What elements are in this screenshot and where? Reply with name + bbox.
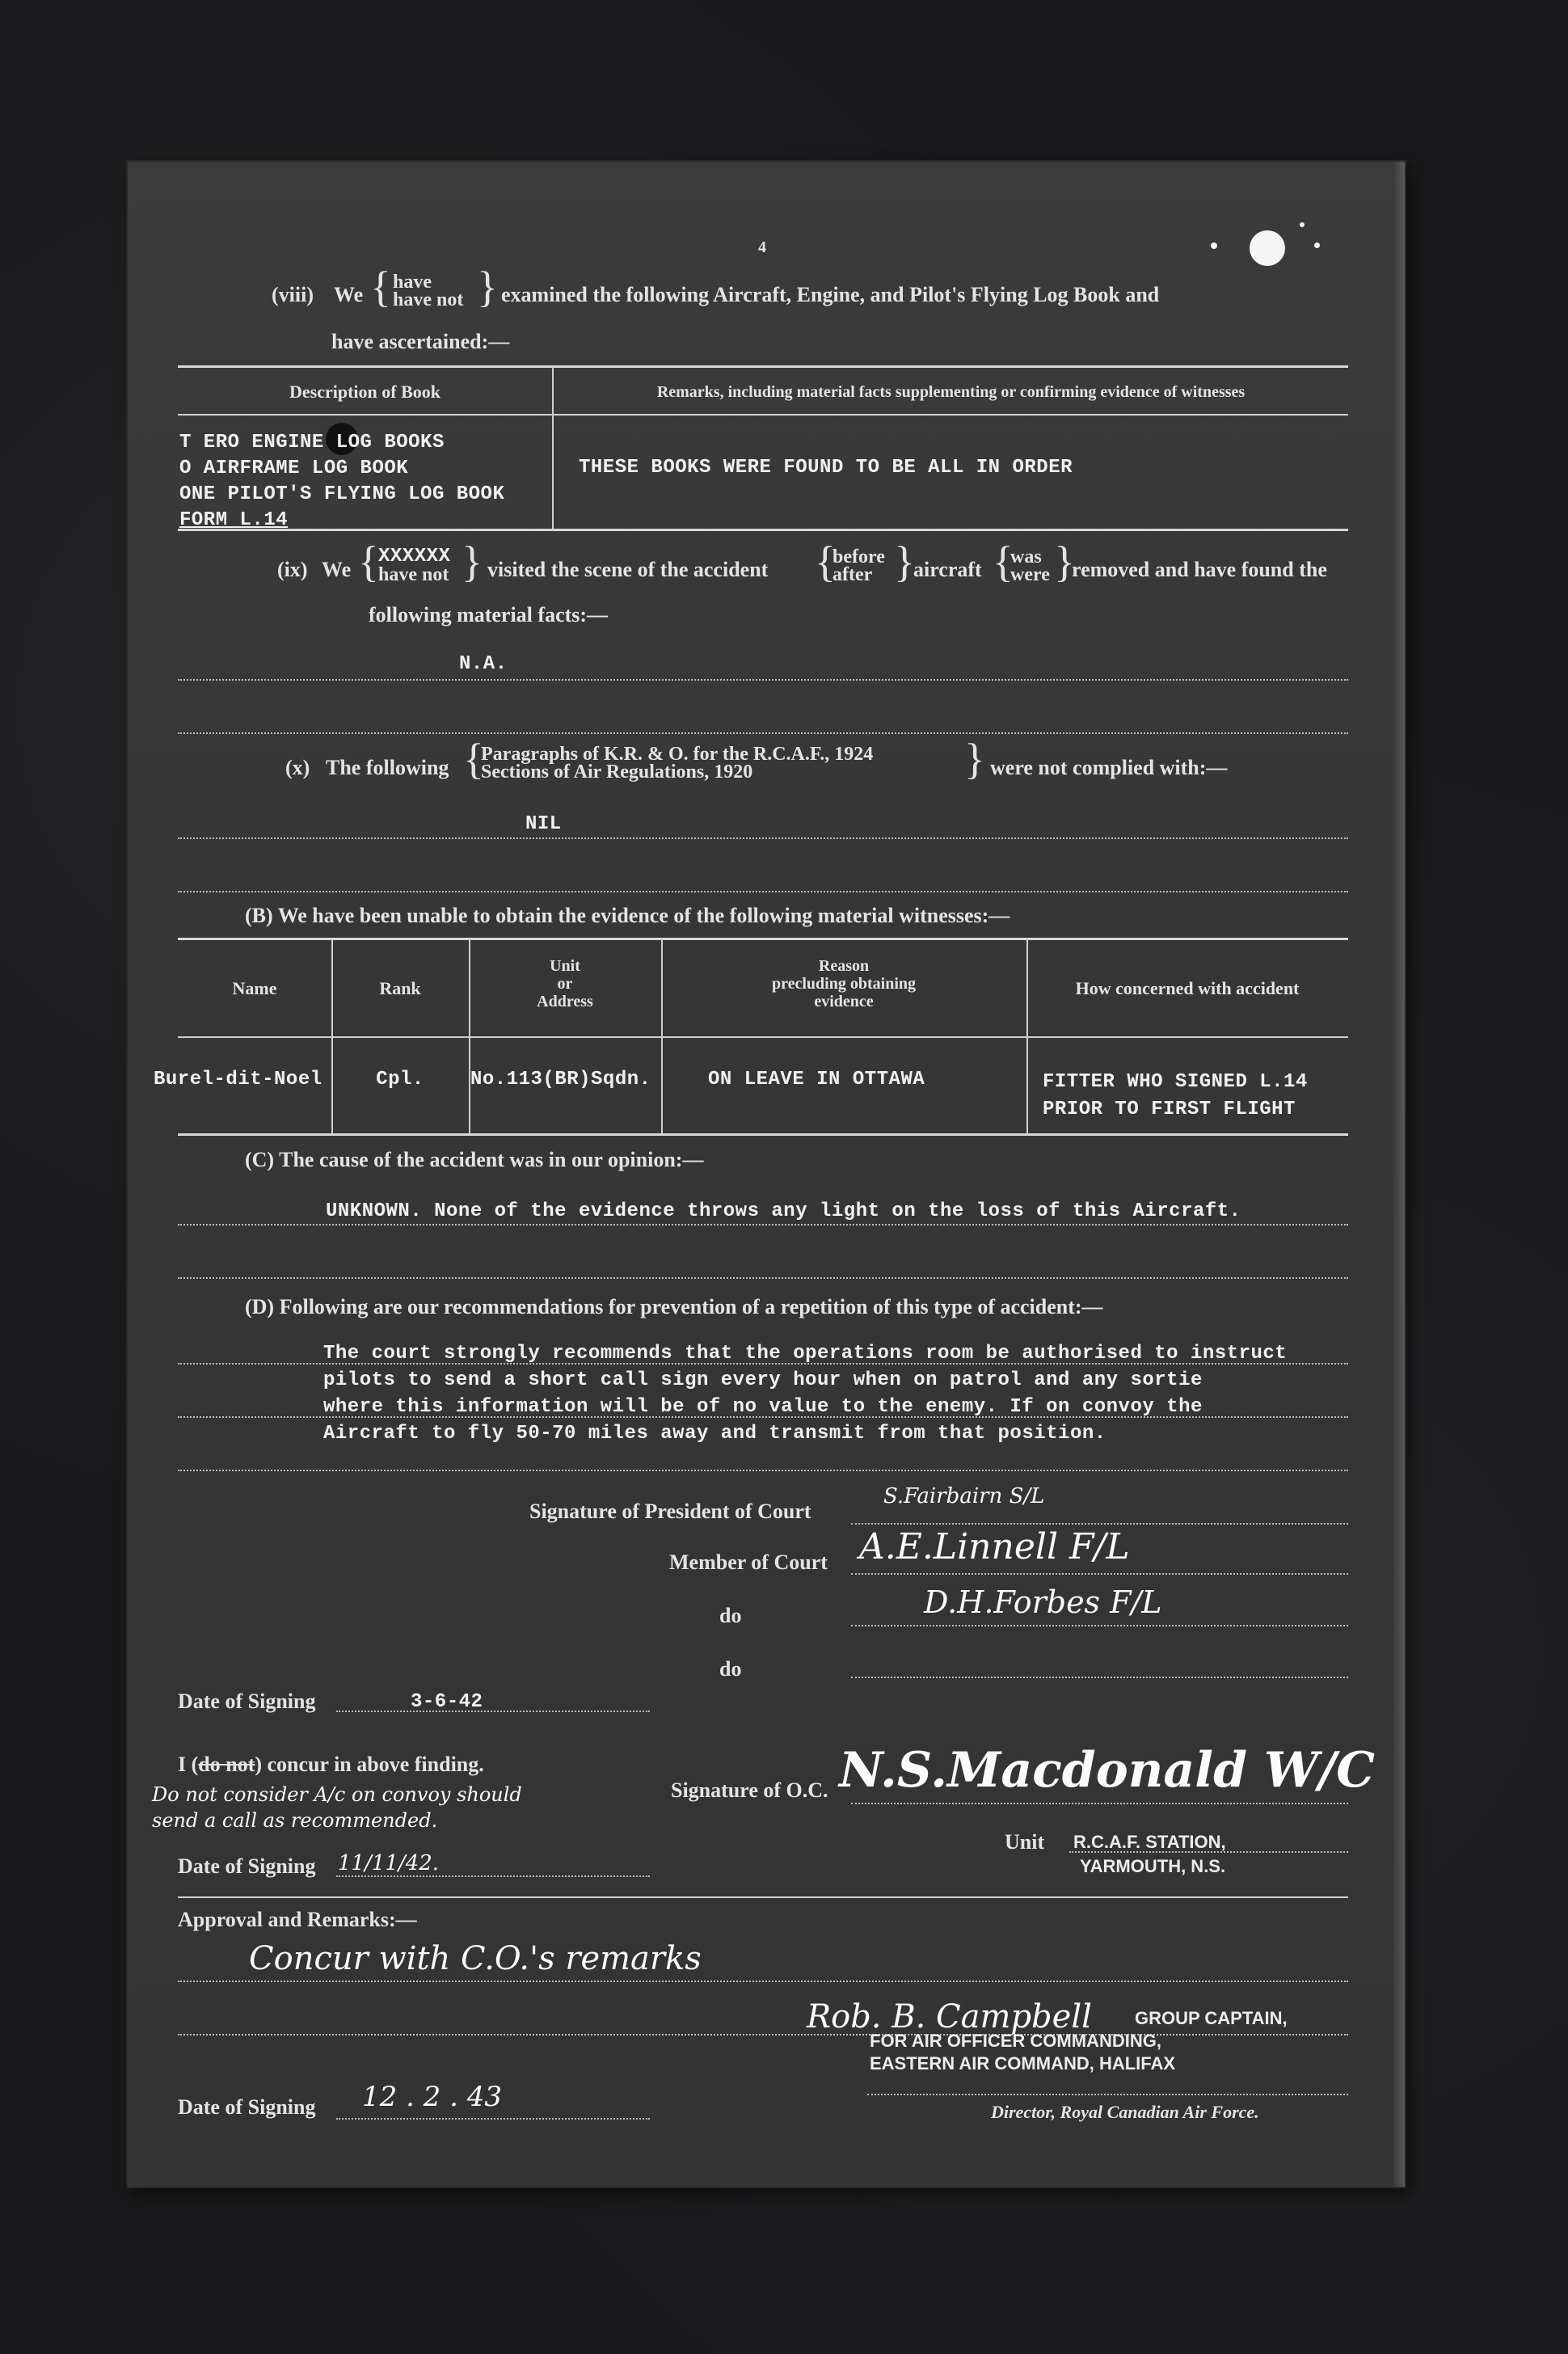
fill-line (851, 1523, 1348, 1525)
witness-reason: ON LEAVE IN OTTAWA (708, 1069, 925, 1091)
director-label: Director, Royal Canadian Air Force. (991, 2102, 1259, 2122)
section-b-label: (B) We have been unable to obtain the evidence of the following material witnesses:— (245, 904, 1010, 927)
witness-table-rule-top (178, 938, 1348, 940)
recommendation-line: Aircraft to fly 50-70 miles away and transmit from that position. (323, 1423, 1106, 1445)
approval-label: Approval and Remarks:— (178, 1908, 417, 1931)
fill-line (1069, 1851, 1348, 1853)
concur-suffix: ) concur in above finding. (255, 1753, 484, 1776)
unit-value: R.C.A.F. STATION, (1073, 1832, 1226, 1852)
option-kr-and-o: Paragraphs of K.R. & O. for the R.C.A.F., 1924 (481, 744, 874, 765)
fill-line (851, 1625, 1348, 1626)
section-ix-we: We (322, 558, 352, 581)
concur-struck: do not (198, 1753, 255, 1776)
books-col-description-header: Description of Book (289, 382, 440, 402)
paper-spot (1250, 230, 1285, 266)
section-viii-we: We (334, 283, 364, 306)
option-have-not: have not (378, 564, 449, 585)
page-number: 4 (758, 238, 766, 256)
section-x-text1: The following (326, 756, 449, 779)
witness-col-divider (1026, 939, 1028, 1133)
option-before: before (832, 546, 885, 567)
option-have: have (393, 272, 432, 293)
concur-prefix: I ( (178, 1753, 199, 1776)
table-rule-top (178, 365, 1348, 368)
date-of-signing-label-3: Date of Signing (178, 2095, 316, 2119)
book-row: FORM L.14 (179, 509, 289, 531)
unit-label: Unit (1005, 1830, 1045, 1854)
section-d-recommendations (323, 1340, 1287, 1447)
fill-line (178, 891, 1348, 892)
approval-remark: Concur with C.O.'s remarks (249, 1940, 702, 1977)
section-d-label: (D) Following are our recommendations for prevention of a repetition of this type of accident:— (245, 1295, 1103, 1318)
witness-unit: No.113(BR)Sqdn. (470, 1069, 651, 1091)
books-list (179, 430, 504, 534)
option-were: were (1010, 564, 1050, 585)
section-ix-options-c (1010, 548, 1050, 584)
paper-spot (1300, 222, 1305, 227)
witness-header-reason (661, 957, 1026, 1010)
paper-spot (1314, 243, 1320, 248)
recommendation-line: pilots to send a short call sign every hour when on patrol and any sortie (323, 1369, 1203, 1391)
fill-line (336, 1711, 650, 1712)
header-line: precluding obtaining (771, 975, 917, 993)
recommendation-line: The court strongly recommends that the operations room be authorised to instruct (323, 1343, 1288, 1365)
brace-left: { (370, 263, 391, 311)
section-c-label: (C) The cause of the accident was in our opinion:— (245, 1148, 704, 1171)
section-viii-text: examined the following Aircraft, Engine, and Pilot's Flying Log Book and (501, 283, 1160, 306)
section-ix-options-a (378, 548, 450, 584)
fill-line (851, 1677, 1348, 1678)
fill-line (336, 2118, 650, 2120)
fill-line (178, 2034, 1348, 2035)
brace-right: } (477, 263, 498, 311)
brace-left: { (815, 538, 836, 586)
witness-table-rule-bottom (178, 1133, 1348, 1136)
member-signature-2: D.H.Forbes F/L (924, 1584, 1162, 1620)
section-x-number: (x) (285, 756, 310, 779)
witness-how-line: PRIOR TO FIRST FLIGHT (1043, 1099, 1296, 1120)
header-line: evidence (814, 993, 874, 1010)
date-of-signing-label-1: Date of Signing (178, 1690, 316, 1713)
section-ix-options-b (832, 548, 885, 584)
option-was: was (1010, 546, 1042, 567)
date-of-signing-label-2: Date of Signing (178, 1854, 316, 1878)
stamp-group-captain: GROUP CAPTAIN, (1135, 2008, 1288, 2028)
section-ix-number: (ix) (277, 558, 308, 581)
fill-line (178, 1416, 1348, 1418)
witness-how-line: FITTER WHO SIGNED L.14 (1043, 1071, 1308, 1093)
president-signature-label: Signature of President of Court (529, 1500, 811, 1523)
witness-header-how: How concerned with accident (1075, 978, 1300, 998)
section-x-text2: were not complied with:— (990, 756, 1228, 779)
header-line: Unit (550, 957, 580, 975)
oc-signature: N.S.Macdonald W/C (839, 1742, 1375, 1799)
handwritten-line: send a call as recommended. (152, 1809, 438, 1832)
fill-line (867, 2094, 1348, 2095)
table-rule-bottom (178, 529, 1348, 531)
option-have-not: have not (393, 289, 464, 310)
fill-line (336, 1875, 650, 1877)
section-viii-text2: have ascertained:— (331, 330, 510, 353)
approval-signature: Rob. B. Campbell (807, 1998, 1092, 2035)
books-col-remarks-header: Remarks, including material facts supplementing or confirming evidence of witnesses (656, 383, 1246, 401)
option-air-regulations: Sections of Air Regulations, 1920 (481, 761, 753, 783)
fill-line (178, 837, 1348, 839)
recommendation-line: where this information will be of no value to the enemy. If on convoy the (323, 1396, 1203, 1418)
date-of-signing-value-2: 11/11/42. (338, 1851, 440, 1875)
brace-right: } (894, 538, 915, 586)
fill-line (851, 1803, 1348, 1804)
section-ix-text1: visited the scene of the accident (487, 558, 769, 581)
document-page (128, 162, 1405, 2187)
handwritten-line: Do not consider A/c on convoy should (152, 1783, 522, 1806)
witness-name: Burel-dit-Noel (154, 1069, 322, 1091)
witness-rank: Cpl. (376, 1069, 424, 1091)
books-remark: THESE BOOKS WERE FOUND TO BE ALL IN ORDER (579, 457, 1073, 479)
header-line: Address (537, 993, 593, 1010)
section-ix-text4: following material facts:— (369, 603, 609, 626)
section-ix-answer: N.A. (459, 653, 508, 675)
fill-line (851, 1573, 1348, 1575)
do-label-1: do (719, 1604, 742, 1627)
section-ix-text3: removed and have found the (1072, 558, 1327, 581)
section-ix-text2: aircraft (913, 558, 982, 581)
approval-divider (178, 1896, 1348, 1898)
section-viii-options (393, 273, 463, 309)
option-after: after (832, 564, 873, 585)
concur-statement (178, 1753, 484, 1777)
member-signature-label: Member of Court (669, 1550, 828, 1574)
witness-col-divider (331, 939, 333, 1133)
date-of-signing-value-3: 12 . 2 . 43 (362, 2081, 503, 2113)
book-row: T ERO ENGINE LOG BOOKS (179, 432, 445, 454)
stamp-eastern-air-command: EASTERN AIR COMMAND, HALIFAX (870, 2053, 1176, 2073)
paper-spot (1211, 243, 1217, 249)
table-rule-header (178, 414, 1348, 416)
brace-right: } (462, 538, 483, 586)
do-label-2: do (719, 1657, 742, 1681)
member-signature: A.E.Linnell F/L (859, 1526, 1130, 1567)
book-row: O AIRFRAME LOG BOOK (179, 458, 409, 479)
section-x-options (481, 745, 873, 781)
witness-table-rule-header (178, 1036, 1348, 1038)
section-x-answer: NIL (525, 813, 562, 835)
oc-signature-label: Signature of O.C. (671, 1778, 828, 1802)
brace-left: { (993, 538, 1014, 586)
fill-line (178, 1363, 1348, 1365)
section-c-answer: UNKNOWN. None of the evidence throws any light on the loss of this Aircraft. (326, 1200, 1241, 1222)
section-viii-number: (viii) (272, 283, 314, 306)
date-of-signing-value-1: 3-6-42 (411, 1691, 483, 1713)
witness-header-unit (469, 957, 661, 1010)
brace-left: { (463, 735, 484, 783)
page-edge (1393, 162, 1405, 2187)
unit-value-2: YARMOUTH, N.S. (1080, 1856, 1226, 1876)
concur-handwritten-note (152, 1782, 522, 1833)
brace-right: } (964, 735, 985, 783)
fill-line (178, 732, 1348, 734)
witness-header-name: Name (232, 978, 277, 998)
brace-right: } (1054, 538, 1075, 586)
option-have-struck: XXXXXX (378, 546, 451, 567)
fill-line (178, 1277, 1348, 1279)
brace-left: { (358, 538, 379, 586)
fill-line (178, 1470, 1348, 1471)
header-line: or (557, 975, 573, 993)
stamp-for-aoc: FOR AIR OFFICER COMMANDING, (870, 2031, 1161, 2051)
book-row: ONE PILOT'S FLYING LOG BOOK (179, 483, 505, 505)
witness-header-rank: Rank (379, 978, 421, 998)
header-line: Reason (818, 957, 870, 975)
president-signature: S.Fairbairn S/L (883, 1484, 1045, 1508)
witness-how (1043, 1069, 1308, 1124)
fill-line (178, 1981, 1348, 1982)
fill-line (178, 1224, 1348, 1226)
fill-line (178, 679, 1348, 681)
